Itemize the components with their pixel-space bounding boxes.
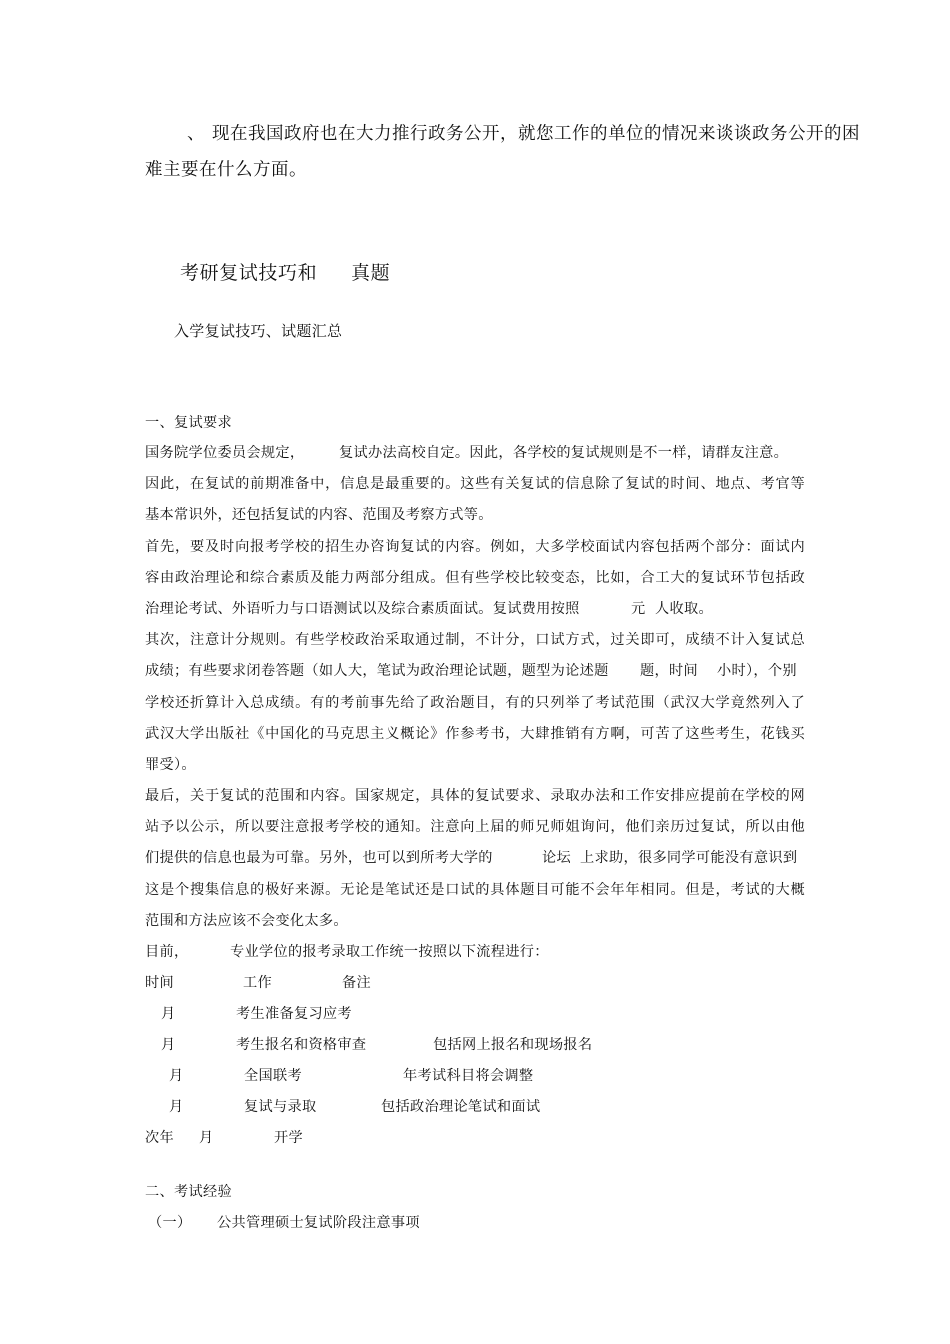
schedule-row-3-note: 年考试科目将会调整	[403, 1068, 534, 1084]
p6-text-a: 目前，	[145, 944, 189, 960]
section-2-heading: 二、考试经验	[145, 1184, 232, 1200]
p4-line-2a: 成绩；有些要求闭卷答题（如人大，笔试为政治理论试题，题型为论述题	[145, 663, 609, 679]
schedule-row-2-note: 包括网上报名和现场报名	[433, 1037, 593, 1053]
schedule-row-2-work: 考生报名和资格审查	[236, 1037, 367, 1053]
p3-line-3a: 治理论考试、外语听力与口语测试以及综合素质面试。复试费用按照	[145, 601, 580, 617]
p3-line-3c: 人收取。	[655, 601, 713, 617]
p5-line-2: 站予以公示，所以要注意报考学校的通知。注意向上届的师兄师姐询问，他们亲历过复试，所以由他	[145, 819, 805, 835]
schedule-row-4-work: 复试与录取	[244, 1099, 317, 1115]
schedule-row-4-note: 包括政治理论笔试和面试	[381, 1099, 541, 1115]
p4-line-3: 学校还折算计入总成绩。有的考前事先给了政治题目，有的只列举了考试范围（武汉大学竟然列入了	[145, 695, 805, 711]
question-line-2: 难主要在什么方面。	[145, 160, 307, 180]
question-line-1: 现在我国政府也在大力推行政务公开，就您工作的单位的情况来谈谈政务公开的困	[212, 124, 860, 144]
page-title-part-1: 考研复试技巧和	[180, 262, 318, 284]
p2-line-1: 因此，在复试的前期准备中，信息是最重要的。这些有关复试的信息除了复试的时间、地点、考官等	[145, 476, 805, 492]
schedule-row-3-work: 全国联考	[244, 1068, 302, 1084]
schedule-row-4-time: 月	[169, 1099, 184, 1115]
p5-line-3b: 论坛	[542, 850, 571, 866]
section-2-item-number: （一）	[148, 1215, 192, 1231]
p1-text-a: 国务院学位委员会规定，	[145, 445, 305, 461]
schedule-row-1-time: 月	[161, 1006, 176, 1022]
p4-line-2b: 题，时间	[640, 663, 698, 679]
p3-line-1: 首先，要及时向报考学校的招生办咨询复试的内容。例如，大多学校面试内容包括两个部分：面试内	[145, 539, 805, 555]
p6-text-b: 专业学位的报考录取工作统一按照以下流程进行：	[230, 944, 549, 960]
p5-line-4: 这是个搜集信息的极好来源。无论是笔试还是口试的具体题目可能不会年年相同。但是，考试的大概	[145, 882, 805, 898]
schedule-row-5-time-a: 次年	[145, 1130, 174, 1146]
question-mark: 、	[187, 124, 205, 144]
p3-line-3b: 元	[631, 601, 646, 617]
p5-line-3a: 们提供的信息也最为可靠。另外，也可以到所考大学的	[145, 850, 493, 866]
p3-line-2: 容由政治理论和综合素质及能力两部分组成。但有些学校比较变态，比如，合工大的复试环节包括政	[145, 570, 805, 586]
p2-line-2: 基本常识外，还包括复试的内容、范围及考察方式等。	[145, 507, 493, 523]
p4-line-4: 武汉大学出版社《中国化的马克思主义概论》作参考书，大肆推销有方啊，可苦了这些考生，花钱买	[145, 726, 805, 742]
schedule-row-2-time: 月	[161, 1037, 176, 1053]
schedule-row-3-time: 月	[169, 1068, 184, 1084]
p5-line-1: 最后，关于复试的范围和内容。国家规定，具体的复试要求、录取办法和工作安排应提前在学校的网	[145, 788, 805, 804]
section-1-heading: 一、复试要求	[145, 415, 232, 431]
p1-text-b: 复试办法高校自定。因此，各学校的复试规则是不一样，请群友注意。	[339, 445, 789, 461]
schedule-header-note: 备注	[342, 975, 371, 991]
section-2-item-title: 公共管理硕士复试阶段注意事项	[217, 1215, 420, 1231]
p4-line-2c: 小时），个别	[717, 663, 797, 679]
schedule-header-work: 工作	[243, 975, 272, 991]
p5-line-3c: 上求助，很多同学可能没有意识到	[580, 850, 798, 866]
schedule-row-5-time-b: 月	[199, 1130, 214, 1146]
schedule-row-5-work: 开学	[274, 1130, 303, 1146]
page-title-part-2: 真题	[351, 262, 391, 284]
p4-line-1: 其次，注意计分规则。有些学校政治采取通过制，不计分，口试方式，过关即可，成绩不计入复试总	[145, 632, 805, 648]
p5-line-5: 范围和方法应该不会变化太多。	[145, 913, 348, 929]
p4-line-5: 罪受）。	[145, 757, 196, 773]
schedule-header-time: 时间	[145, 975, 174, 991]
page-subtitle: 入学复试技巧、试题汇总	[174, 322, 343, 340]
schedule-row-1-work: 考生准备复习应考	[236, 1006, 352, 1022]
